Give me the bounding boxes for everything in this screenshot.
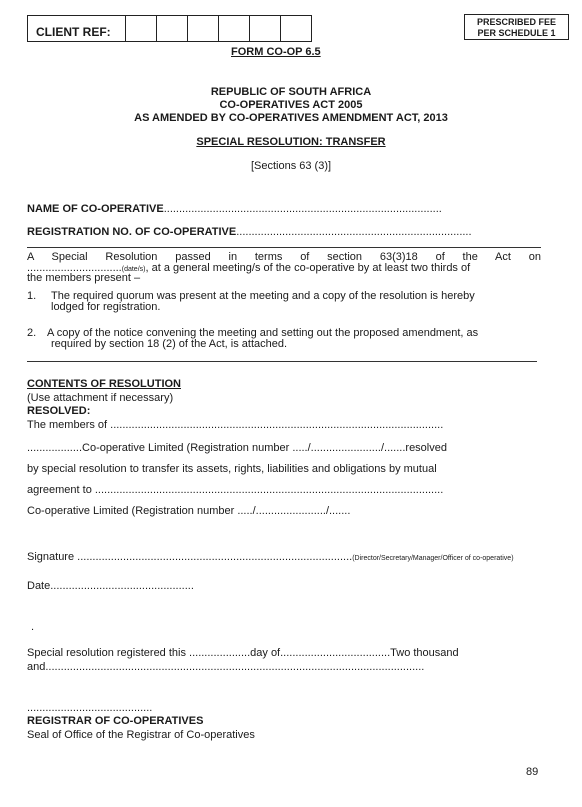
client-ref-cell[interactable] bbox=[249, 16, 280, 41]
client-ref-cell[interactable] bbox=[187, 16, 218, 41]
registered-line-1[interactable]: Special resolution registered this ....................day of....................................Two thousand bbox=[27, 647, 459, 659]
cooperative-registration-line[interactable]: ..................Co-operative Limited (Registration number ...../......................./.......resolved bbox=[27, 442, 447, 454]
item-1-line-2: lodged for registration. bbox=[51, 301, 161, 313]
members-of-line[interactable]: The members of ............................................................................................................. bbox=[27, 419, 444, 431]
name-dots: ........................................................................................... bbox=[163, 203, 442, 215]
registrar-title: REGISTRAR OF CO-OPERATIVES bbox=[27, 715, 204, 727]
name-label: NAME OF CO-OPERATIVE bbox=[27, 203, 164, 215]
item-1-line-1: The required quorum was present at the meeting and a copy of the resolution is hereby bbox=[51, 290, 475, 302]
registration-label: REGISTRATION NO. OF CO-OPERATIVE bbox=[27, 226, 237, 238]
client-ref-box bbox=[27, 15, 312, 42]
client-ref-cell[interactable] bbox=[125, 16, 156, 41]
sections-reference: [Sections 63 (3)] bbox=[250, 160, 332, 172]
divider bbox=[27, 361, 537, 362]
item-2-number: 2. bbox=[27, 327, 37, 339]
registrar-seal: Seal of Office of the Registrar of Co-operatives bbox=[27, 729, 255, 741]
fee-line-1: PRESCRIBED FEE bbox=[476, 17, 556, 27]
item-2-line-1: A copy of the notice convening the meeting and setting out the proposed amendment, as bbox=[47, 327, 479, 339]
contents-note: (Use attachment if necessary) bbox=[27, 392, 174, 404]
document-title: SPECIAL RESOLUTION: TRANSFER bbox=[196, 136, 386, 148]
client-ref-label: CLIENT REF: bbox=[36, 25, 111, 39]
signature-field[interactable] bbox=[27, 551, 514, 563]
intro-line-2-rest: , at a general meeting/s of the co-operative by at least two thirds of bbox=[145, 262, 471, 274]
signature-note: (Director/Secretary/Manager/Officer of co-operative) bbox=[352, 555, 514, 562]
name-field[interactable] bbox=[27, 203, 442, 215]
client-ref-cell[interactable] bbox=[156, 16, 187, 41]
item-1-number: 1. bbox=[27, 290, 37, 302]
heading-act: CO-OPERATIVES ACT 2005 bbox=[219, 99, 363, 111]
heading-republic: REPUBLIC OF SOUTH AFRICA bbox=[210, 86, 372, 98]
client-ref-cell[interactable] bbox=[280, 16, 311, 41]
registered-line-2[interactable]: and............................................................................................................................ bbox=[27, 661, 425, 673]
client-ref-cell[interactable] bbox=[218, 16, 249, 41]
transfer-text-line: by special resolution to transfer its assets, rights, liabilities and obligations by mutual bbox=[27, 463, 437, 475]
date-field[interactable]: Date............................................... bbox=[27, 580, 194, 592]
date-note: (date/s) bbox=[121, 266, 146, 273]
registrar-signature-dots[interactable]: ......................................... bbox=[27, 702, 153, 714]
agreement-to-line[interactable]: agreement to .................................................................................................................. bbox=[27, 484, 444, 496]
transferee-registration-line[interactable]: Co-operative Limited (Registration number ...../......................./....... bbox=[27, 505, 351, 517]
prescribed-fee-box bbox=[464, 14, 569, 40]
date-dots: ............................... bbox=[27, 262, 122, 274]
intro-line-3: the members present – bbox=[27, 272, 141, 284]
divider bbox=[27, 247, 541, 248]
contents-heading: CONTENTS OF RESOLUTION bbox=[27, 378, 181, 390]
page-number: 89 bbox=[526, 766, 539, 778]
registration-field[interactable] bbox=[27, 226, 472, 238]
item-2-line-2: required by section 18 (2) of the Act, is attached. bbox=[51, 338, 288, 350]
intro-line-1: A Special Resolution passed in terms of section 63(3)18 of the Act on bbox=[27, 251, 541, 263]
form-title: FORM CO-OP 6.5 bbox=[231, 46, 321, 58]
heading-amended: AS AMENDED BY CO-OPERATIVES AMENDMENT ACT, 2013 bbox=[134, 112, 448, 124]
fee-line-2: PER SCHEDULE 1 bbox=[477, 28, 556, 38]
signature-label: Signature .......................................................................................... bbox=[27, 551, 353, 563]
stray-mark: . bbox=[31, 621, 35, 633]
resolved-label: RESOLVED: bbox=[27, 405, 91, 417]
registration-dots: ............................................................................. bbox=[236, 226, 472, 238]
